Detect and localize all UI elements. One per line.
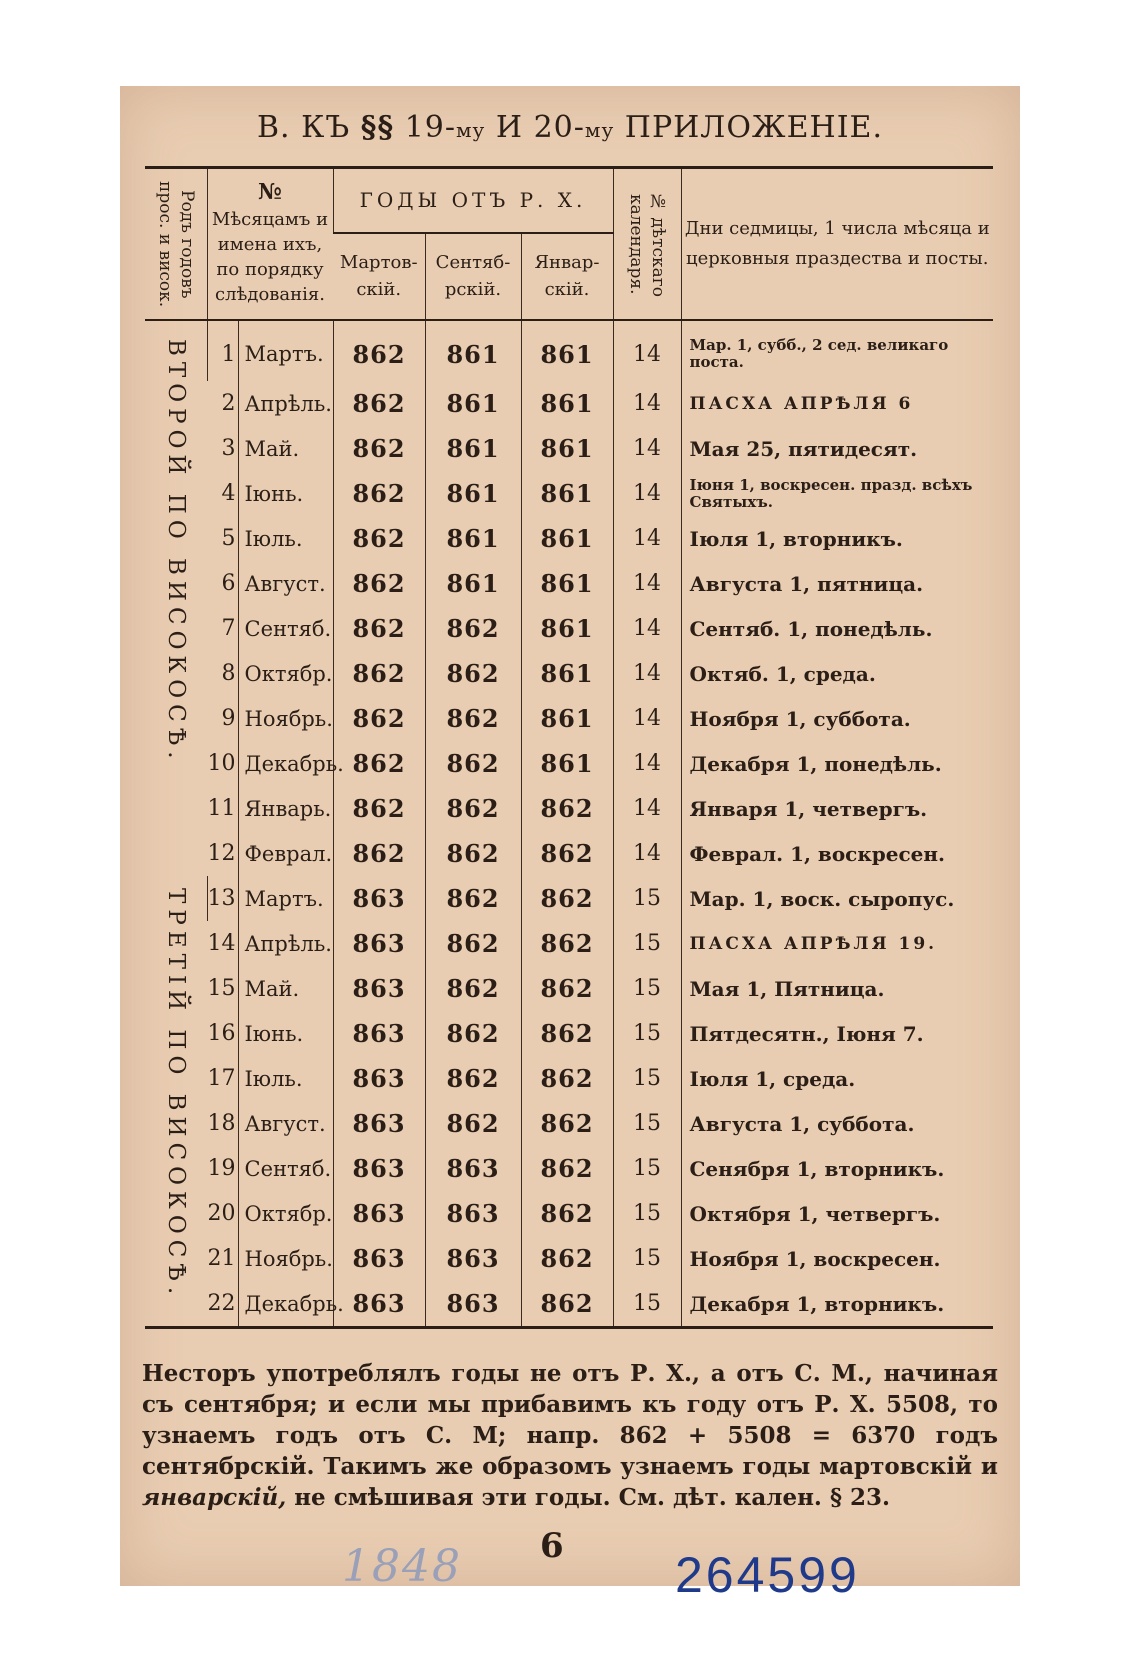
march-year: 862: [333, 696, 425, 741]
september-year: 862: [425, 741, 521, 786]
table-row: [145, 426, 993, 471]
table-row: [145, 606, 993, 651]
header-years-kind: Родъ годовъ прос. и висок.: [145, 168, 207, 321]
kalendar-number: 15: [613, 1011, 681, 1056]
table-row: [145, 741, 993, 786]
september-year: 862: [425, 1056, 521, 1101]
january-year: 862: [521, 1191, 613, 1236]
row-number: 1: [207, 320, 238, 381]
kalendar-number: 15: [613, 966, 681, 1011]
january-year: 862: [521, 1101, 613, 1146]
row-number: 11: [207, 796, 236, 821]
day-info: Декабря 1, понедѣль.: [681, 741, 993, 786]
march-year: 863: [333, 966, 425, 1011]
day-info: ПАСХА АПРѢЛЯ 19.: [681, 921, 993, 966]
kalendar-number: 14: [613, 320, 681, 381]
march-year: 863: [333, 1056, 425, 1101]
year-group-label: ТРЕТІЙ ПО ВИСОКОСѢ.: [162, 888, 189, 1301]
kalendar-number: 15: [613, 876, 681, 921]
kalendar-number: 14: [613, 696, 681, 741]
january-year: 861: [521, 471, 613, 516]
kalendar-number: 15: [613, 1056, 681, 1101]
march-year: 863: [333, 876, 425, 921]
kalendar-number: 14: [613, 426, 681, 471]
month-name: Іюль.: [238, 516, 333, 561]
january-year: 862: [521, 966, 613, 1011]
month-name: Іюль.: [238, 1056, 333, 1101]
september-year: 862: [425, 921, 521, 966]
month-name: Ноябрь.: [238, 1236, 333, 1281]
january-year: 861: [521, 606, 613, 651]
table-row: [145, 786, 993, 831]
page-number: 6: [540, 1526, 564, 1566]
table-row: [145, 876, 993, 921]
march-year: 863: [333, 1146, 425, 1191]
month-name: Август.: [238, 1101, 333, 1146]
kalendar-number: 14: [613, 471, 681, 516]
row-number: 10: [207, 751, 236, 776]
header-march: Мартов-скій.: [333, 233, 425, 320]
september-year: 862: [425, 651, 521, 696]
table-row: [145, 561, 993, 606]
table-row: [145, 1191, 993, 1236]
january-year: 861: [521, 741, 613, 786]
january-year: 861: [521, 696, 613, 741]
row-number: 19: [207, 1156, 236, 1181]
header-jan: Январ-скій.: [521, 233, 613, 320]
year-group-label: ВТОРОЙ ПО ВИСОКОСѢ.: [162, 339, 189, 765]
row-number: 17: [207, 1066, 236, 1091]
march-year: 863: [333, 1236, 425, 1281]
month-name: Май.: [238, 966, 333, 1011]
september-year: 861: [425, 471, 521, 516]
row-number: 16: [207, 1021, 236, 1046]
march-year: 863: [333, 1011, 425, 1056]
row-number: 15: [207, 976, 236, 1001]
kalendar-number: 15: [613, 1191, 681, 1236]
day-info: Октября 1, четвергъ.: [681, 1191, 993, 1236]
row-number: 7: [221, 616, 236, 641]
march-year: 862: [333, 651, 425, 696]
march-year: 862: [333, 741, 425, 786]
inventory-number: 264599: [675, 1547, 860, 1603]
day-info: Октяб. 1, среда.: [681, 651, 993, 696]
row-number: 8: [221, 661, 236, 686]
month-name: Сентяб.: [238, 1146, 333, 1191]
month-name: Іюнь.: [238, 1011, 333, 1056]
calendar-table: [145, 166, 993, 1329]
row-number: 3: [221, 436, 236, 461]
march-year: 862: [333, 320, 425, 381]
january-year: 861: [521, 561, 613, 606]
day-info: Мая 1, Пятница.: [681, 966, 993, 1011]
row-number: 20: [207, 1201, 236, 1226]
month-name: Октябр.: [238, 651, 333, 696]
september-year: 862: [425, 876, 521, 921]
month-name: Декабрь.: [238, 741, 333, 786]
march-year: 862: [333, 516, 425, 561]
day-info: Мая 25, пятидесят.: [681, 426, 993, 471]
september-year: 861: [425, 381, 521, 426]
kalendar-number: 14: [613, 651, 681, 696]
kalendar-number: 14: [613, 561, 681, 606]
row-number: 9: [221, 706, 236, 731]
row-number: 13: [207, 876, 238, 921]
january-year: 861: [521, 651, 613, 696]
table-row: [145, 1011, 993, 1056]
table-row: [145, 651, 993, 696]
january-year: 861: [521, 320, 613, 381]
september-year: 863: [425, 1236, 521, 1281]
table-row: [145, 471, 993, 516]
march-year: 862: [333, 426, 425, 471]
kalendar-number: 15: [613, 1236, 681, 1281]
march-year: 862: [333, 471, 425, 516]
january-year: 862: [521, 1281, 613, 1328]
september-year: 861: [425, 320, 521, 381]
table-row: [145, 831, 993, 876]
document-page: [120, 86, 1020, 1603]
kalendar-number: 15: [613, 1281, 681, 1328]
september-year: 862: [425, 786, 521, 831]
table-row: [145, 320, 993, 381]
table-row: [145, 1146, 993, 1191]
year-group: [145, 876, 207, 1328]
kalendar-number: 14: [613, 786, 681, 831]
kalendar-number: 14: [613, 831, 681, 876]
month-name: Ноябрь.: [238, 696, 333, 741]
day-info: Декабря 1, вторникъ.: [681, 1281, 993, 1328]
row-number: 4: [221, 481, 236, 506]
march-year: 862: [333, 561, 425, 606]
month-name: Октябр.: [238, 1191, 333, 1236]
header-sept: Сентяб-рскій.: [425, 233, 521, 320]
january-year: 862: [521, 876, 613, 921]
month-name: Январь.: [238, 786, 333, 831]
march-year: 862: [333, 786, 425, 831]
kalendar-number: 15: [613, 1146, 681, 1191]
day-info: Пятдесятн., Іюня 7.: [681, 1011, 993, 1056]
table-row: [145, 1101, 993, 1146]
row-number: 14: [207, 931, 236, 956]
september-year: 861: [425, 426, 521, 471]
month-name: Апрѣль.: [238, 381, 333, 426]
january-year: 862: [521, 831, 613, 876]
march-year: 863: [333, 921, 425, 966]
september-year: 861: [425, 561, 521, 606]
month-name: Апрѣль.: [238, 921, 333, 966]
march-year: 863: [333, 1101, 425, 1146]
day-info: Феврал. 1, воскресен.: [681, 831, 993, 876]
day-info: Августа 1, пятница.: [681, 561, 993, 606]
table-row: [145, 966, 993, 1011]
march-year: 862: [333, 831, 425, 876]
header-days: Дни седмицы, 1 числа мѣсяца и церковныя праздества и посты.: [681, 168, 993, 321]
kalendar-number: 15: [613, 1101, 681, 1146]
january-year: 861: [521, 381, 613, 426]
month-name: Мартъ.: [238, 320, 333, 381]
day-info: Іюля 1, вторникъ.: [681, 516, 993, 561]
row-number: 5: [221, 526, 236, 551]
day-info: Августа 1, суббота.: [681, 1101, 993, 1146]
row-number: 2: [221, 391, 236, 416]
september-year: 862: [425, 606, 521, 651]
march-year: 862: [333, 606, 425, 651]
kalendar-number: 14: [613, 606, 681, 651]
january-year: 862: [521, 921, 613, 966]
row-number: 21: [207, 1246, 236, 1271]
september-year: 863: [425, 1281, 521, 1328]
library-stamp-year: 1848: [342, 1541, 462, 1592]
kalendar-number: 14: [613, 741, 681, 786]
page-title: В. КЪ §§ 19-му И 20-му ПРИЛОЖЕНІЕ.: [257, 110, 883, 145]
september-year: 863: [425, 1146, 521, 1191]
january-year: 861: [521, 426, 613, 471]
january-year: 862: [521, 1056, 613, 1101]
table-row: [145, 1281, 993, 1328]
september-year: 862: [425, 1101, 521, 1146]
month-name: Феврал.: [238, 831, 333, 876]
day-info: Мар. 1, воск. сыропус.: [681, 876, 993, 921]
row-number: 22: [207, 1291, 236, 1316]
header-months: № Мѣсяцамъ и имена ихъ, по порядку слѣдованія.: [207, 168, 333, 321]
day-info: Іюля 1, среда.: [681, 1056, 993, 1101]
day-info: Іюня 1, воскресен. празд. всѣхъ Святыхъ.: [681, 471, 993, 516]
january-year: 862: [521, 786, 613, 831]
year-group: [145, 320, 207, 876]
march-year: 863: [333, 1191, 425, 1236]
kalendar-number: 14: [613, 381, 681, 426]
day-info: ПАСХА АПРѢЛЯ 6: [681, 381, 993, 426]
day-info: Сентяб. 1, понедѣль.: [681, 606, 993, 651]
month-name: Май.: [238, 426, 333, 471]
footnote: Несторъ употреблялъ годы не отъ Р. Х., а отъ С. М., начиная съ сентября; и если мы прибавимъ къ году отъ Р. Х. 5508, то узнаемъ годъ отъ С. М; напр. 862 + 5508 = 6370 годъ сентябрскій. Такимъ же образомъ узнаемъ годы мартовскій и январскій, не смѣшивая эти годы. См. дѣт. кален. § 23.: [142, 1360, 998, 1511]
september-year: 862: [425, 831, 521, 876]
table-row: [145, 516, 993, 561]
march-year: 862: [333, 381, 425, 426]
september-year: 862: [425, 1011, 521, 1056]
september-year: 862: [425, 966, 521, 1011]
day-info: Мар. 1, субб., 2 сед. великаго поста.: [681, 320, 993, 381]
september-year: 863: [425, 1191, 521, 1236]
september-year: 861: [425, 516, 521, 561]
table-row: [145, 1056, 993, 1101]
row-number: 6: [221, 571, 236, 596]
table-row: [145, 1236, 993, 1281]
month-name: Мартъ.: [238, 876, 333, 921]
day-info: Ноября 1, суббота.: [681, 696, 993, 741]
month-name: Сентяб.: [238, 606, 333, 651]
day-info: Ноября 1, воскресен.: [681, 1236, 993, 1281]
january-year: 862: [521, 1146, 613, 1191]
january-year: 861: [521, 516, 613, 561]
month-name: Август.: [238, 561, 333, 606]
header-years: ГОДЫ ОТЪ Р. Х.: [333, 168, 613, 233]
month-name: Іюнь.: [238, 471, 333, 516]
day-info: Сенября 1, вторникъ.: [681, 1146, 993, 1191]
january-year: 862: [521, 1011, 613, 1056]
table-row: [145, 696, 993, 741]
kalendar-number: 15: [613, 921, 681, 966]
kalendar-number: 14: [613, 516, 681, 561]
row-number: 18: [207, 1111, 236, 1136]
day-info: Января 1, четвергъ.: [681, 786, 993, 831]
september-year: 862: [425, 696, 521, 741]
table-row: [145, 921, 993, 966]
header-kalendar: № дѣтскаго календаря.: [613, 168, 681, 321]
march-year: 863: [333, 1281, 425, 1328]
month-name: Декабрь.: [238, 1281, 333, 1328]
row-number: 12: [207, 841, 236, 866]
january-year: 862: [521, 1236, 613, 1281]
table-row: [145, 381, 993, 426]
